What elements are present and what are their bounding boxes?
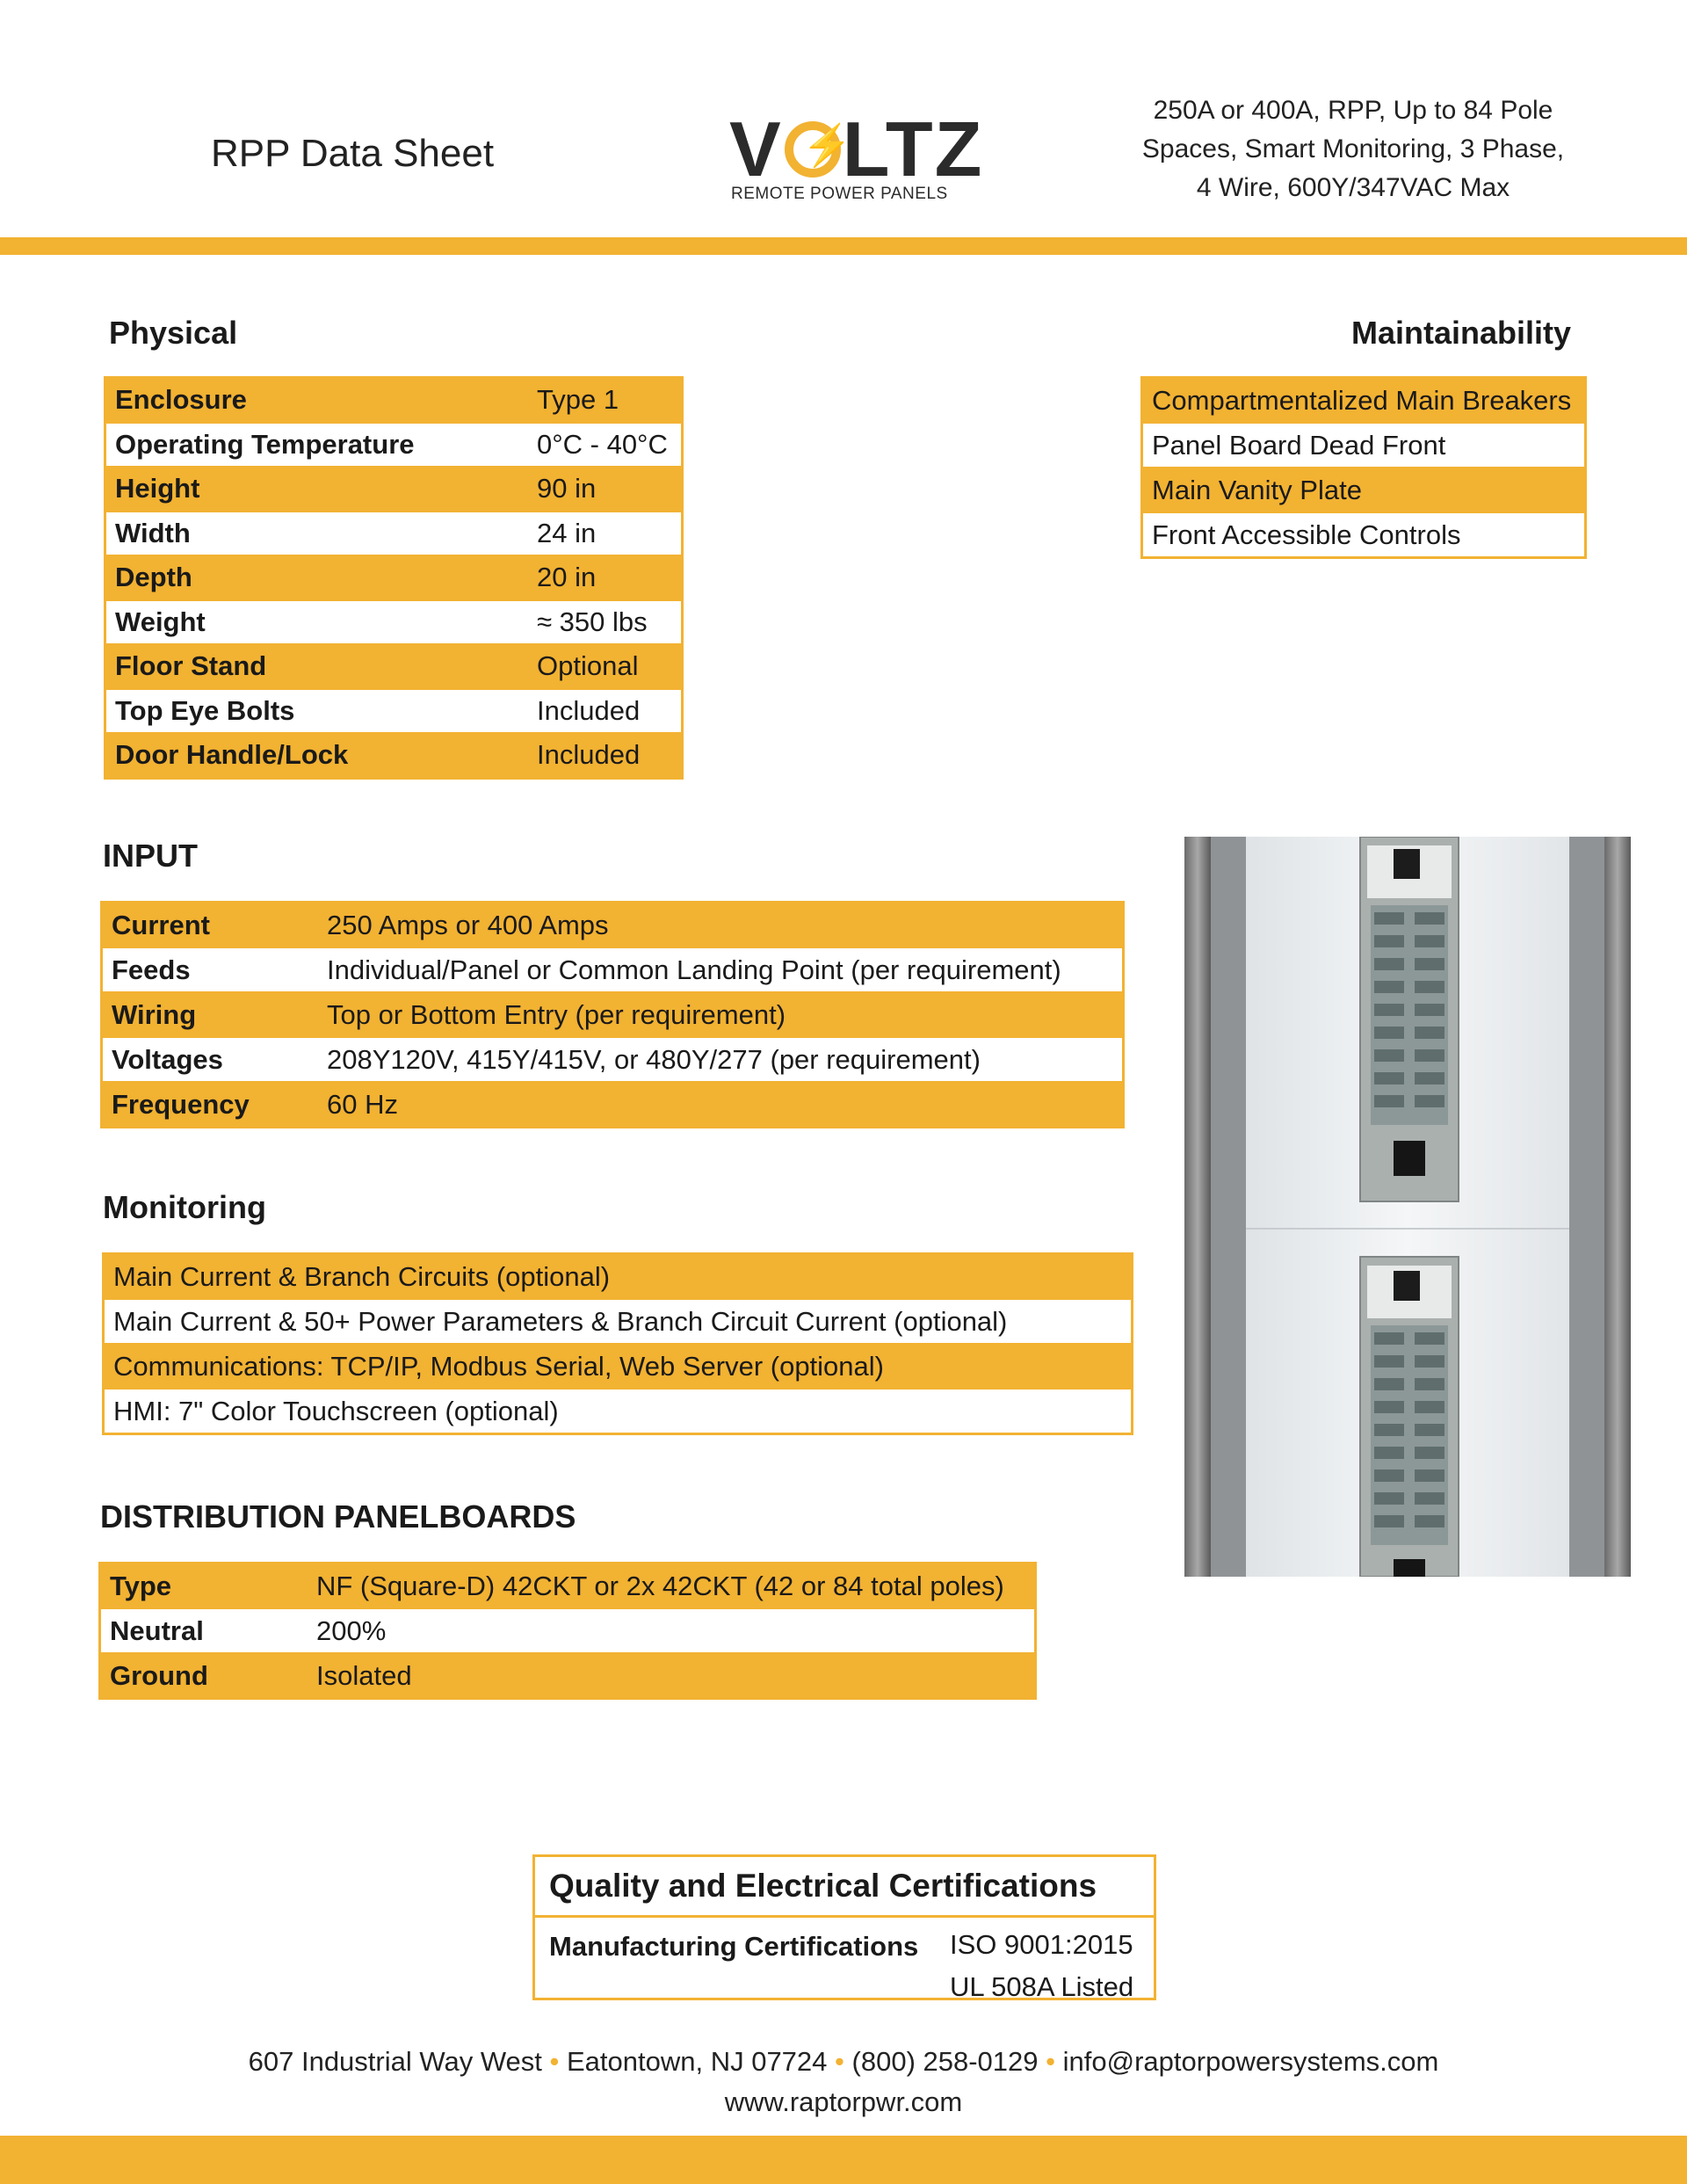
table-row bbox=[105, 378, 683, 423]
monitoring-item: Main Current & 50+ Power Parameters & Branch Circuit Current (optional) bbox=[104, 1299, 1133, 1344]
maintainability-item: Front Accessible Controls bbox=[1142, 512, 1586, 558]
header-description-line: 4 Wire, 600Y/347VAC Max bbox=[1196, 173, 1510, 202]
spec-value: NF (Square-D) 42CKT or 2x 42CKT (42 or 84 total poles) bbox=[308, 1564, 1036, 1609]
footer-phone[interactable]: (800) 258-0129 bbox=[851, 2046, 1039, 2077]
spec-value: 250 Amps or 400 Amps bbox=[318, 903, 1124, 948]
spec-value: 90 in bbox=[528, 467, 683, 512]
spec-label: Width bbox=[105, 512, 529, 556]
table-row bbox=[105, 600, 683, 645]
spec-label: Feeds bbox=[102, 947, 319, 992]
monitoring-item: HMI: 7" Color Touchscreen (optional) bbox=[104, 1389, 1133, 1434]
logo-letter-v: V bbox=[729, 105, 783, 192]
certifications-box bbox=[532, 1854, 1156, 2000]
spec-label: Floor Stand bbox=[105, 644, 529, 689]
table-row bbox=[105, 423, 683, 468]
table-row bbox=[104, 1389, 1133, 1434]
table-row bbox=[105, 644, 683, 689]
spec-label: Current bbox=[102, 903, 319, 948]
table-row bbox=[100, 1564, 1036, 1609]
spec-value: 0°C - 40°C bbox=[528, 423, 683, 468]
footer-website-link[interactable]: www.raptorpwr.com bbox=[724, 2086, 963, 2117]
footer-city: Eatontown, NJ 07724 bbox=[566, 2046, 828, 2077]
physical-heading: Physical bbox=[109, 315, 238, 351]
logo-tagline: REMOTE POWER PANELS bbox=[731, 185, 948, 203]
spec-value: 60 Hz bbox=[318, 1082, 1124, 1128]
rpp-product-photo bbox=[1184, 837, 1631, 1577]
spec-value: 200% bbox=[308, 1608, 1036, 1653]
spec-value: Individual/Panel or Common Landing Point (per requirement) bbox=[318, 947, 1124, 992]
spec-label: Door Handle/Lock bbox=[105, 733, 529, 778]
maintainability-item: Compartmentalized Main Breakers bbox=[1142, 378, 1586, 424]
monitoring-item: Communications: TCP/IP, Modbus Serial, Web Server (optional) bbox=[104, 1344, 1133, 1389]
maintainability-item: Main Vanity Plate bbox=[1142, 468, 1586, 512]
spec-label: Depth bbox=[105, 555, 529, 600]
table-row bbox=[100, 1653, 1036, 1699]
table-row bbox=[1142, 512, 1586, 558]
lower-panelboard bbox=[1360, 1257, 1459, 1577]
table-row bbox=[104, 1254, 1133, 1300]
spec-value: Included bbox=[528, 689, 683, 734]
upper-panelboard bbox=[1360, 837, 1459, 1201]
page-title: RPP Data Sheet bbox=[211, 132, 495, 175]
table-row bbox=[104, 1344, 1133, 1389]
footer-street: 607 Industrial Way West bbox=[248, 2046, 542, 2077]
certifications-list bbox=[950, 1924, 1133, 2008]
monitoring-heading: Monitoring bbox=[103, 1189, 266, 1225]
spec-label: Enclosure bbox=[105, 378, 529, 423]
table-row bbox=[102, 947, 1124, 992]
table-row bbox=[102, 992, 1124, 1037]
separator-dot-icon: • bbox=[1046, 2046, 1056, 2077]
spec-value: 208Y120V, 415Y/415V, or 480Y/277 (per requirement) bbox=[318, 1037, 1124, 1082]
table-row bbox=[105, 733, 683, 778]
spec-label: Operating Temperature bbox=[105, 423, 529, 468]
table-row bbox=[105, 555, 683, 600]
input-table bbox=[100, 901, 1125, 1128]
certifications-divider bbox=[535, 1915, 1154, 1918]
voltz-logo bbox=[729, 105, 984, 207]
certifications-title: Quality and Electrical Certifications bbox=[549, 1868, 1097, 1904]
table-row bbox=[1142, 378, 1586, 424]
maintainability-heading: Maintainability bbox=[1351, 315, 1572, 351]
table-row bbox=[1142, 423, 1586, 468]
certification-item: UL 508A Listed bbox=[950, 1971, 1134, 2002]
table-row bbox=[105, 512, 683, 556]
table-row bbox=[102, 903, 1124, 948]
footer-address bbox=[0, 2046, 1687, 2078]
footer-email-link[interactable]: info@raptorpowersystems.com bbox=[1062, 2046, 1439, 2077]
spec-label: Height bbox=[105, 467, 529, 512]
spec-label: Frequency bbox=[102, 1082, 319, 1128]
physical-table bbox=[104, 376, 684, 780]
spec-label: Weight bbox=[105, 600, 529, 645]
spec-label: Top Eye Bolts bbox=[105, 689, 529, 734]
table-row bbox=[1142, 468, 1586, 512]
spec-value: 24 in bbox=[528, 512, 683, 556]
spec-label: Voltages bbox=[102, 1037, 319, 1082]
table-row bbox=[105, 689, 683, 734]
table-row bbox=[105, 467, 683, 512]
monitoring-item: Main Current & Branch Circuits (optional) bbox=[104, 1254, 1133, 1300]
certification-item: ISO 9001:2015 bbox=[950, 1929, 1133, 1960]
spec-value: Included bbox=[528, 733, 683, 778]
maintainability-item: Panel Board Dead Front bbox=[1142, 423, 1586, 468]
distribution-heading: DISTRIBUTION PANELBOARDS bbox=[100, 1498, 576, 1535]
spec-value: 20 in bbox=[528, 555, 683, 600]
spec-value: Type 1 bbox=[528, 378, 683, 423]
header-description-line: Spaces, Smart Monitoring, 3 Phase, bbox=[1141, 134, 1565, 163]
spec-value: Top or Bottom Entry (per requirement) bbox=[318, 992, 1124, 1037]
logo-bolt-o-icon: ⚡ bbox=[785, 121, 841, 178]
monitoring-table bbox=[102, 1252, 1133, 1435]
table-row bbox=[102, 1082, 1124, 1128]
spec-value: Isolated bbox=[308, 1653, 1036, 1699]
footer-bar bbox=[0, 2136, 1687, 2184]
spec-label: Ground bbox=[100, 1653, 308, 1699]
table-row bbox=[100, 1608, 1036, 1653]
separator-dot-icon: • bbox=[549, 2046, 560, 2077]
logo-wordmark bbox=[729, 105, 984, 192]
input-heading: INPUT bbox=[103, 838, 198, 874]
separator-dot-icon: • bbox=[835, 2046, 844, 2077]
header-description bbox=[1090, 91, 1617, 207]
certifications-label: Manufacturing Certifications bbox=[549, 1931, 919, 1962]
logo-letters: LTZ bbox=[842, 105, 984, 192]
distribution-table bbox=[98, 1562, 1037, 1700]
header-description-line: 250A or 400A, RPP, Up to 84 Pole bbox=[1153, 96, 1553, 125]
table-row bbox=[104, 1299, 1133, 1344]
header-divider-bar bbox=[0, 237, 1687, 255]
spec-label: Wiring bbox=[102, 992, 319, 1037]
maintainability-table bbox=[1140, 376, 1587, 559]
spec-label: Neutral bbox=[100, 1608, 308, 1653]
spec-value: Optional bbox=[528, 644, 683, 689]
spec-value: ≈ 350 lbs bbox=[528, 600, 683, 645]
table-row bbox=[102, 1037, 1124, 1082]
spec-label: Type bbox=[100, 1564, 308, 1609]
